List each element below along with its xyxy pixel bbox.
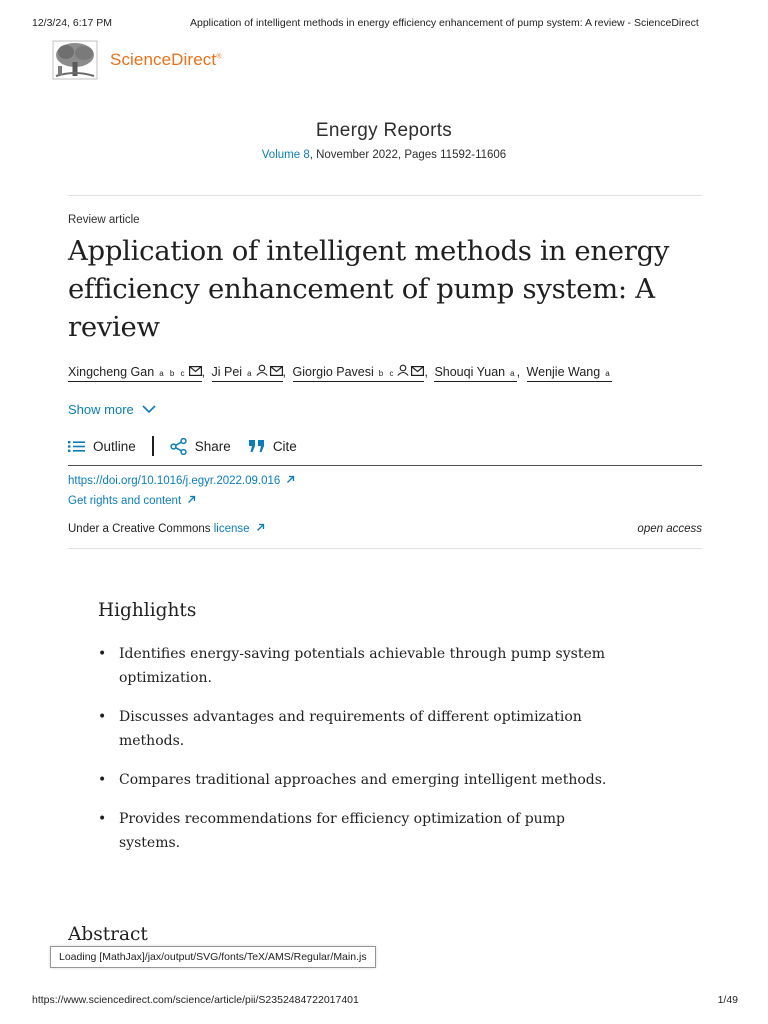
doi-link[interactable]: [68, 475, 295, 487]
author-affiliation: a: [605, 369, 612, 378]
open-access-label: open access: [637, 523, 702, 535]
cite-button[interactable]: [249, 439, 297, 454]
mathjax-status: Loading [MathJax]/jax/output/SVG/fonts/TeX/AMS/Regular/Main.js: [50, 946, 376, 968]
envelope-icon: [270, 366, 283, 376]
license-prefix: Under a Creative Commons: [68, 523, 214, 535]
article-toolbar: [68, 436, 297, 456]
outline-button[interactable]: [68, 439, 136, 454]
person-icon: [256, 364, 268, 376]
license-link[interactable]: license: [213, 523, 250, 535]
highlight-item: • Compares traditional approaches and emerging intelligent methods.: [98, 768, 628, 792]
author-name: Shouqi Yuan: [434, 365, 506, 379]
external-link-icon: [286, 475, 295, 484]
brand-text: ScienceDirect: [110, 50, 217, 69]
header-divider: [68, 195, 702, 196]
envelope-icon: [189, 366, 202, 376]
author-separator: ,: [424, 365, 428, 379]
rights-link[interactable]: [68, 495, 196, 507]
envelope-icon: [411, 366, 424, 376]
share-label: Share: [194, 438, 231, 454]
author-affiliation: a: [510, 369, 517, 378]
person-icon: [397, 364, 409, 376]
elsevier-tree-icon: [52, 40, 98, 80]
author-list: [68, 364, 612, 382]
toolbar-divider: [152, 436, 154, 456]
quote-icon: [249, 440, 265, 452]
journal-title[interactable]: Energy Reports: [315, 120, 453, 141]
article-title: Application of intelligent methods in energy efficiency enhancement of pump system: A review: [68, 235, 670, 343]
chevron-down-icon: [142, 405, 156, 414]
author-link[interactable]: [527, 365, 612, 382]
volume-details: , November 2022, Pages 11592-11606: [309, 149, 507, 161]
share-icon: [170, 438, 187, 455]
highlight-item: • Identifies energy-saving potentials achievable through pump system optimization.: [98, 642, 628, 690]
share-button[interactable]: [170, 438, 231, 455]
author-separator: ,: [516, 365, 521, 379]
author-link[interactable]: [68, 365, 202, 382]
abstract-heading: Abstract: [68, 924, 148, 945]
author-name: Giorgio Pavesi: [292, 365, 374, 379]
author-name: Ji Pei: [211, 365, 243, 379]
brand-mark: ®: [216, 53, 222, 61]
cite-label: Cite: [272, 438, 297, 454]
highlight-item: • Discusses advantages and requirements of different optimization methods.: [98, 705, 628, 753]
volume-line: [0, 149, 768, 161]
toolbar-divider-line: [68, 465, 702, 466]
author-separator: ,: [282, 365, 287, 379]
list-icon: [68, 440, 85, 453]
author-affiliation: a b c: [159, 369, 187, 378]
author-link[interactable]: [292, 364, 428, 382]
external-link-icon: [187, 495, 196, 504]
author-name: Wenjie Wang: [526, 365, 601, 379]
print-url: https://www.sciencedirect.com/science/article/pii/S2352484722017401: [32, 994, 359, 1006]
license-line: [68, 523, 265, 535]
highlights-heading: Highlights: [98, 600, 197, 621]
author-affiliation: a: [247, 369, 254, 378]
volume-link[interactable]: Volume 8: [261, 149, 310, 161]
highlight-item: • Provides recommendations for efficiency optimization of pump systems.: [98, 807, 628, 855]
brand-name: [110, 50, 221, 70]
author-link[interactable]: [212, 364, 283, 382]
outline-label: Outline: [93, 438, 136, 454]
author-link[interactable]: [434, 365, 516, 382]
print-timestamp: 12/3/24, 6:17 PM: [32, 17, 112, 29]
author-separator: ,: [201, 365, 206, 379]
external-link-icon: [256, 523, 265, 532]
doi-text: https://doi.org/10.1016/j.egyr.2022.09.016: [68, 475, 281, 487]
article-type: Review article: [68, 214, 140, 226]
rights-text: Get rights and content: [68, 495, 182, 507]
author-affiliation: b c: [378, 369, 396, 378]
show-more-button[interactable]: [68, 402, 156, 417]
author-name: Xingcheng Gan: [68, 365, 155, 379]
print-page-number: 1/49: [717, 994, 738, 1006]
sciencedirect-logo[interactable]: [52, 40, 221, 80]
meta-divider: [68, 548, 702, 549]
highlights-list: [98, 642, 628, 870]
print-page-title: Application of intelligent methods in energy efficiency enhancement of pump system: A review - ScienceDirect: [190, 17, 699, 29]
show-more-label: Show more: [68, 402, 134, 417]
